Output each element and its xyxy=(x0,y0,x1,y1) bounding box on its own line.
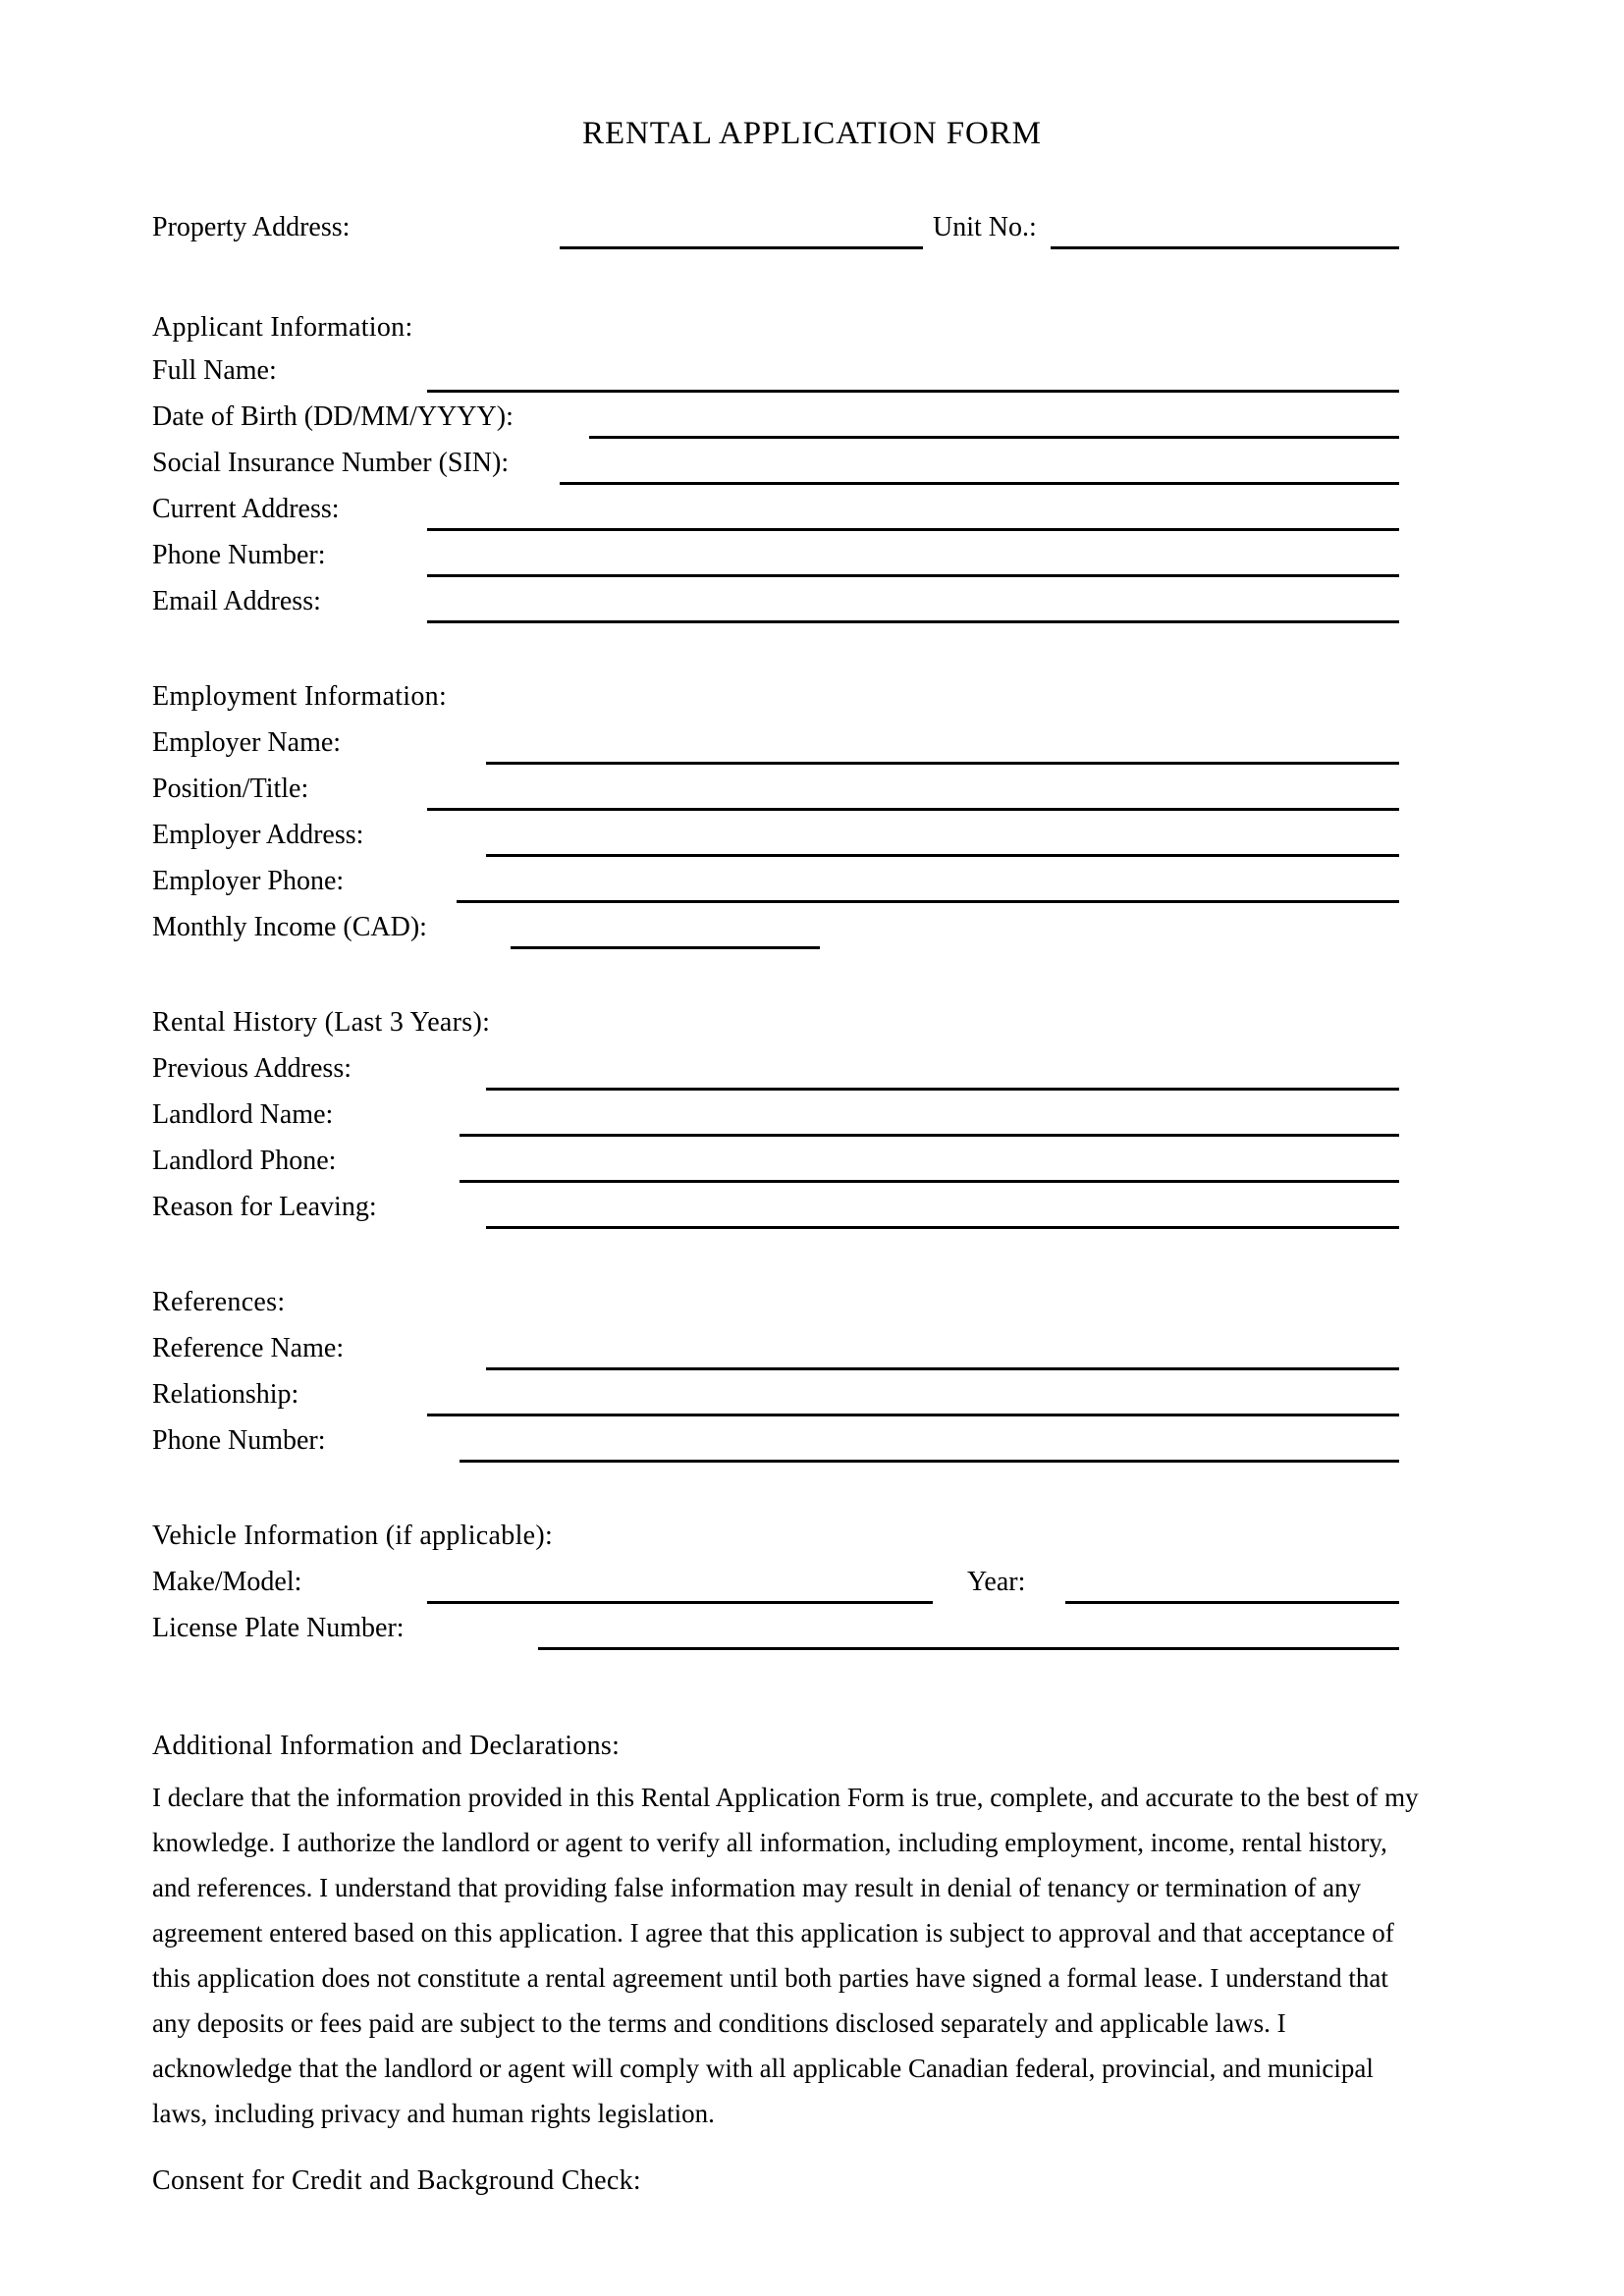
reference-phone-number-label: Phone Number: xyxy=(152,1425,326,1456)
section-heading-applicant: Applicant Information: xyxy=(152,312,413,343)
sin-rule[interactable] xyxy=(560,482,1399,485)
field-row-email-address xyxy=(147,585,1477,628)
field-row-monthly-income xyxy=(147,911,1477,954)
make-model-rule[interactable] xyxy=(427,1601,933,1604)
section-heading-vehicle: Vehicle Information (if applicable): xyxy=(152,1521,554,1551)
field-row-landlord-name xyxy=(147,1098,1477,1142)
property-address-label: Property Address: xyxy=(152,212,351,242)
field-row-position-title xyxy=(147,773,1477,816)
field-row-date-of-birth xyxy=(147,400,1477,444)
landlord-phone-rule[interactable] xyxy=(460,1180,1399,1183)
position-title-label: Position/Title: xyxy=(152,774,309,804)
email-address-label: Email Address: xyxy=(152,586,321,616)
current-address-label: Current Address: xyxy=(152,494,340,524)
declaration-line: this application does not constitute a rental agreement until both parties have signed a formal lease. I understand that xyxy=(152,1963,1388,1993)
page-title: RENTAL APPLICATION FORM xyxy=(582,116,1042,151)
previous-address-rule[interactable] xyxy=(486,1088,1399,1091)
section-heading-rental-history: Rental History (Last 3 Years): xyxy=(152,1007,491,1038)
field-row-employer-name xyxy=(147,726,1477,770)
unit-no-rule[interactable] xyxy=(1051,246,1399,249)
email-address-rule[interactable] xyxy=(427,620,1399,623)
field-row-property-address xyxy=(147,211,1477,254)
declaration-line: knowledge. I authorize the landlord or agent to verify all information, including employment, income, rental history, xyxy=(152,1828,1387,1857)
field-row-reference-phone-number xyxy=(147,1424,1477,1468)
section-heading-references: References: xyxy=(152,1287,286,1317)
vehicle-year-rule[interactable] xyxy=(1065,1601,1399,1604)
landlord-name-label: Landlord Name: xyxy=(152,1099,334,1130)
declaration-line: agreement entered based on this application. I agree that this application is subject to approval and that acceptance of xyxy=(152,1918,1394,1948)
make-model-label: Make/Model: xyxy=(152,1567,302,1597)
position-title-rule[interactable] xyxy=(427,808,1399,811)
employer-phone-label: Employer Phone: xyxy=(152,866,345,896)
declaration-line: I declare that the information provided in this Rental Application Form is true, complete, and accurate to the best of my xyxy=(152,1783,1419,1812)
phone-number-label: Phone Number: xyxy=(152,540,326,570)
landlord-phone-label: Landlord Phone: xyxy=(152,1146,337,1176)
declaration-line: acknowledge that the landlord or agent will comply with all applicable Canadian federal, provincial, and municipal xyxy=(152,2054,1374,2083)
date-of-birth-label: Date of Birth (DD/MM/YYYY): xyxy=(152,401,514,432)
employer-address-label: Employer Address: xyxy=(152,820,364,850)
field-row-full-name xyxy=(147,354,1477,398)
field-row-make-model xyxy=(147,1566,1477,1609)
field-row-relationship xyxy=(147,1378,1477,1421)
vehicle-year-label: Year: xyxy=(967,1567,1026,1597)
field-row-sin xyxy=(147,447,1477,490)
section-heading-declarations: Additional Information and Declarations: xyxy=(152,1731,621,1761)
phone-number-rule[interactable] xyxy=(427,574,1399,577)
property-address-rule[interactable] xyxy=(560,246,923,249)
field-row-reference-name xyxy=(147,1332,1477,1375)
declaration-line: and references. I understand that providing false information may result in denial of tenancy or termination of any xyxy=(152,1873,1362,1902)
employer-address-rule[interactable] xyxy=(486,854,1399,857)
section-heading-consent: Consent for Credit and Background Check: xyxy=(152,2165,642,2196)
monthly-income-label: Monthly Income (CAD): xyxy=(152,912,427,942)
full-name-rule[interactable] xyxy=(427,390,1399,393)
field-row-employer-phone xyxy=(147,865,1477,908)
relationship-rule[interactable] xyxy=(427,1414,1399,1416)
field-row-phone-number xyxy=(147,539,1477,582)
reason-for-leaving-label: Reason for Leaving: xyxy=(152,1192,377,1222)
license-plate-rule[interactable] xyxy=(538,1647,1399,1650)
reference-name-rule[interactable] xyxy=(486,1367,1399,1370)
unit-no-label: Unit No.: xyxy=(933,212,1037,242)
field-row-license-plate xyxy=(147,1612,1477,1655)
landlord-name-rule[interactable] xyxy=(460,1134,1399,1137)
reference-name-label: Reference Name: xyxy=(152,1333,345,1363)
date-of-birth-rule[interactable] xyxy=(589,436,1399,439)
section-heading-employment: Employment Information: xyxy=(152,681,448,712)
field-row-employer-address xyxy=(147,819,1477,862)
license-plate-label: License Plate Number: xyxy=(152,1613,405,1643)
field-row-current-address xyxy=(147,493,1477,536)
field-row-reason-for-leaving xyxy=(147,1191,1477,1234)
relationship-label: Relationship: xyxy=(152,1379,299,1410)
current-address-rule[interactable] xyxy=(427,528,1399,531)
sin-label: Social Insurance Number (SIN): xyxy=(152,448,510,478)
employer-name-rule[interactable] xyxy=(486,762,1399,765)
declaration-line: any deposits or fees paid are subject to the terms and conditions disclosed separately and applicable laws. I xyxy=(152,2008,1286,2038)
employer-phone-rule[interactable] xyxy=(457,900,1399,903)
reference-phone-number-rule[interactable] xyxy=(460,1460,1399,1463)
declaration-paragraph xyxy=(152,1775,1429,2136)
form-sheet xyxy=(147,0,1477,2296)
reason-for-leaving-rule[interactable] xyxy=(486,1226,1399,1229)
monthly-income-rule[interactable] xyxy=(511,946,820,949)
previous-address-label: Previous Address: xyxy=(152,1053,352,1084)
employer-name-label: Employer Name: xyxy=(152,727,342,758)
field-row-landlord-phone xyxy=(147,1145,1477,1188)
field-row-previous-address xyxy=(147,1052,1477,1095)
declaration-line: laws, including privacy and human rights legislation. xyxy=(152,2099,715,2128)
full-name-label: Full Name: xyxy=(152,355,277,386)
